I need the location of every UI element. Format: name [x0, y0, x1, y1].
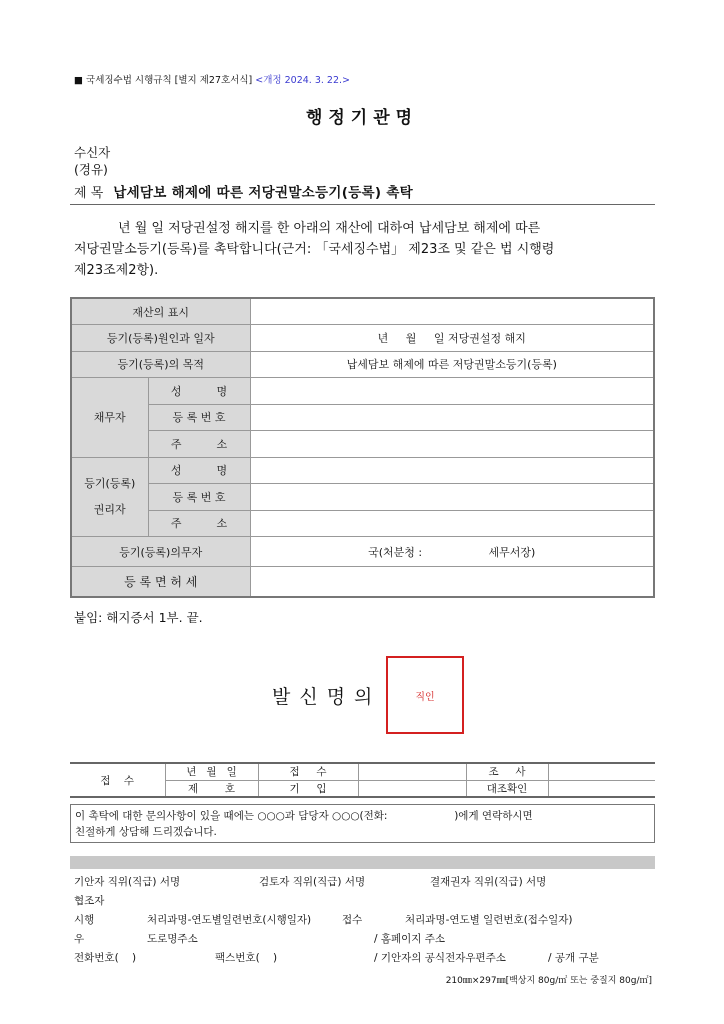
- purpose-value[interactable]: 납세담보 해제에 따른 저당권말소등기(등록): [250, 351, 654, 378]
- paper-spec: 210㎜×297㎜[백상지 80g/㎡ 또는 중질지 80g/㎡]: [445, 976, 652, 986]
- subject-label: 제 목: [74, 186, 104, 201]
- obligor-value[interactable]: 국(처분청 : 세무서장): [250, 537, 654, 567]
- inspect-label: 조 사: [466, 763, 548, 780]
- debtor-name-label: 성 명: [148, 378, 250, 405]
- email-field: / 기안자의 공식전자우편주소: [374, 952, 506, 964]
- body-line-3: 제23조제2항).: [74, 263, 159, 278]
- verify-label: 대조확인: [466, 780, 548, 797]
- cause-label: 등기(등록)원인과 일자: [71, 325, 250, 352]
- inquiry-notice: [70, 804, 655, 843]
- entry-value[interactable]: [358, 780, 466, 797]
- public-class: / 공개 구분: [548, 952, 599, 964]
- obligor-label: 등기(등록)의무자: [71, 537, 250, 567]
- form-header: [74, 72, 350, 86]
- square-marker: ■: [74, 75, 83, 86]
- holder-addr-value[interactable]: [250, 510, 654, 537]
- homepage-address: / 홈페이지 주소: [374, 933, 446, 945]
- approver-field: 결재권자 직위(직급) 서명: [430, 876, 547, 888]
- seal-label: 직인: [415, 691, 435, 703]
- holder-regno-label: 등 록 번 호: [148, 484, 250, 511]
- send-label: 시행: [74, 914, 95, 926]
- holder-regno-value[interactable]: [250, 484, 654, 511]
- phone-field: 전화번호( ): [74, 952, 137, 964]
- notice-line-2: 친절하게 상담해 드리겠습니다.: [75, 826, 217, 838]
- holder-name-label: 성 명: [148, 457, 250, 484]
- debtor-regno-value[interactable]: [250, 404, 654, 431]
- recipient-label: 수신자: [74, 145, 111, 160]
- property-label: 재산의 표시: [71, 298, 250, 325]
- receipt-no-label: 제 호: [165, 780, 258, 797]
- divider: [70, 204, 655, 205]
- debtor-name-value[interactable]: [250, 378, 654, 405]
- fax-field: 팩스번호( ): [215, 952, 278, 964]
- sender-name: 발신명의: [272, 686, 382, 708]
- holder-name-value[interactable]: [250, 457, 654, 484]
- debtor-addr-value[interactable]: [250, 431, 654, 458]
- receipt-table: [70, 762, 655, 798]
- property-value[interactable]: [250, 298, 654, 325]
- receive-label: 접수: [342, 914, 363, 926]
- body-paragraph: [74, 218, 654, 281]
- footer-band: [70, 856, 655, 869]
- verify-value[interactable]: [548, 780, 655, 797]
- receipt-date-label: 년 월 일: [165, 763, 258, 780]
- law-reference: 국세징수법 시행규칙 [별지 제27호서식]: [86, 75, 253, 86]
- send-number: 처리과명-연도별일련번호(시행일자): [147, 914, 312, 926]
- cause-value[interactable]: 년 월 일 저당권설정 해지: [250, 325, 654, 352]
- cooperator-field: 협조자: [74, 895, 105, 907]
- subject-text: 납세담보 해제에 따른 저당권말소등기(등록) 촉탁: [113, 185, 414, 201]
- holder-label-line2: 권리자: [93, 502, 126, 516]
- registration-table: [70, 297, 655, 598]
- holder-addr-label: 주 소: [148, 510, 250, 537]
- subject-line: [74, 181, 413, 201]
- inspect-value[interactable]: [548, 763, 655, 780]
- page-title: 행정기관명: [305, 108, 419, 128]
- attachment-note: 붙임: 해지증서 1부. 끝.: [74, 610, 203, 625]
- body-line-2: 저당권말소등기(등록)를 촉탁합니다(근거: 「국세징수법」 제23조 및 같은 법 시행령: [74, 242, 555, 257]
- zip-label: 우: [74, 933, 85, 945]
- entry-label: 기 입: [258, 780, 358, 797]
- official-seal-box: [386, 656, 464, 734]
- receipt2-label: 접 수: [258, 763, 358, 780]
- purpose-label: 등기(등록)의 목적: [71, 351, 250, 378]
- notice-line-1: 이 촉탁에 대한 문의사항이 있을 때에는 ○○○과 담당자 ○○○(전화: )에게 연락하시면: [75, 810, 533, 822]
- receive-number: 처리과명-연도별 일련번호(접수일자): [405, 914, 573, 926]
- revision-date: <개정 2024. 3. 22.>: [255, 75, 350, 86]
- receipt2-value[interactable]: [358, 763, 466, 780]
- holder-label: [71, 457, 148, 537]
- holder-label-line1: 등기(등록): [84, 476, 136, 490]
- drafter-field: 기안자 직위(직급) 서명: [74, 876, 181, 888]
- reviewer-field: 검토자 직위(직급) 서명: [259, 876, 366, 888]
- receipt-label: 접 수: [70, 763, 165, 797]
- body-line-1: 년 월 일 저당권설정 해지를 한 아래의 재산에 대하여 납세담보 해제에 따른: [118, 221, 541, 236]
- tax-label: 등 록 면 허 세: [71, 567, 250, 597]
- tax-value[interactable]: [250, 567, 654, 597]
- debtor-addr-label: 주 소: [148, 431, 250, 458]
- debtor-label: 채무자: [71, 378, 148, 458]
- debtor-regno-label: 등 록 번 호: [148, 404, 250, 431]
- via-label: (경유): [74, 162, 108, 177]
- road-address: 도로명주소: [147, 933, 198, 945]
